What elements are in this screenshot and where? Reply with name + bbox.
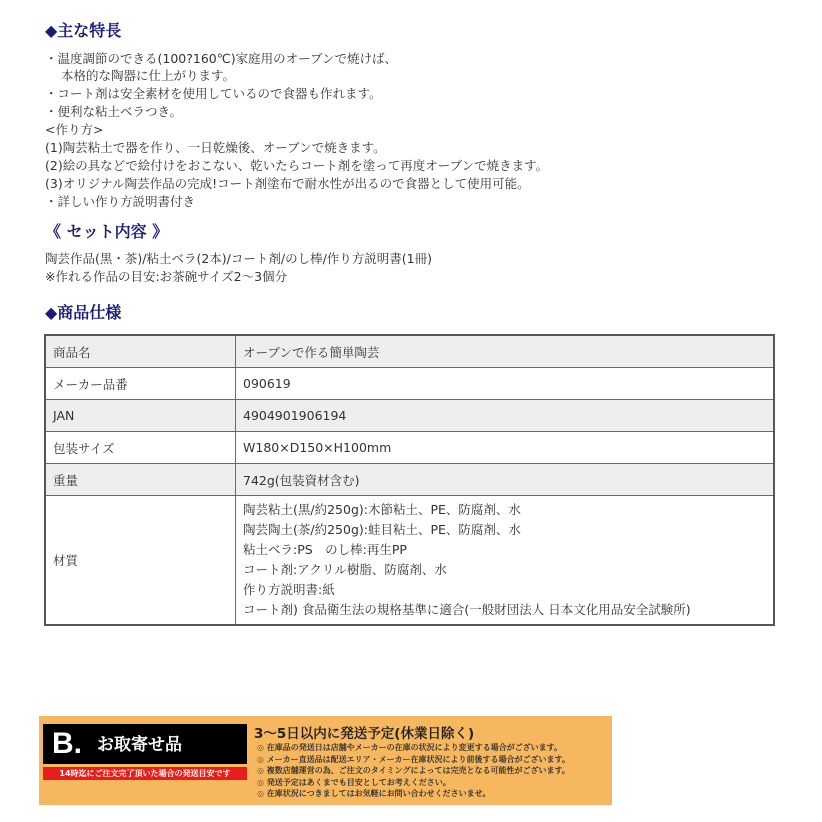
- shipping-note: [257, 765, 570, 777]
- spec-value: 4904901906194: [236, 400, 775, 432]
- spec-value: オーブンで作る簡単陶芸: [236, 335, 775, 368]
- spec-label: 包装サイズ: [45, 432, 236, 464]
- badge-text: お取寄せ品: [97, 735, 182, 755]
- howto-step: (2)絵の具などで絵付けをおこない、乾いたらコート剤を塗って再度オーブンで焼きます。: [45, 158, 549, 173]
- howto-step: (3)オリジナル陶芸作品の完成!コート剤塗布で耐水性が出るので食器として使用可能。: [45, 176, 530, 191]
- table-row: [45, 400, 774, 432]
- circle-bullet-icon: ◎: [257, 766, 264, 775]
- spec-label: 重量: [45, 464, 236, 496]
- spec-value: 090619: [236, 368, 775, 400]
- specs-heading: ◆商品仕様: [45, 303, 122, 322]
- note-text: 発送予定はあくまでも目安としてお考えください。: [266, 777, 451, 787]
- shipping-note: [257, 754, 570, 766]
- feature-bullet-cont: 本格的な陶器に仕上がります。: [61, 68, 236, 83]
- feature-bullet: ・便利な粘土ベラつき。: [45, 104, 183, 119]
- circle-bullet-icon: ◎: [257, 743, 264, 752]
- table-row: [45, 335, 774, 368]
- material-line: コート剤:アクリル樹脂、防腐剤、水: [243, 562, 447, 577]
- note-text: 複数店舗運営の為、ご注文のタイミングによっては完売となる可能性がございます。: [266, 766, 570, 775]
- spec-value: 742g(包装資材含む): [236, 464, 775, 496]
- features-heading: ◆主な特長: [45, 21, 122, 40]
- spec-label: 材質: [45, 496, 236, 626]
- shipping-estimate-title: 3～5日以内に発送予定(休業日除く): [254, 726, 475, 742]
- circle-bullet-icon: ◎: [257, 777, 264, 787]
- set-contents-note: ※作れる作品の目安:お茶碗サイズ2～3個分: [45, 269, 288, 284]
- spec-value-material: [236, 496, 775, 626]
- material-line: コート剤) 食品衛生法の規格基準に適合(一般財団法人 日本文化用品安全試験所): [243, 602, 691, 617]
- feature-bullet: ・温度調節のできる(100?160℃)家庭用のオーブンで焼けば、: [45, 51, 398, 66]
- material-line: 粘土ベラ:PS のし棒:再生PP: [243, 542, 407, 557]
- set-contents-items: 陶芸作品(黒・茶)/粘土ベラ(2本)/コート剤/のし棒/作り方説明書(1冊): [45, 251, 433, 266]
- table-row: [45, 368, 774, 400]
- material-line: 陶芸陶土(茶/約250g):蛙目粘土、PE、防腐剤、水: [243, 522, 521, 537]
- howto-step: (1)陶芸粘土で器を作り、一日乾燥後、オーブンで焼きます。: [45, 140, 386, 155]
- spec-label: JAN: [45, 400, 236, 432]
- howto-label: <作り方>: [45, 122, 104, 137]
- shipping-note: [257, 742, 570, 754]
- note-text: 在庫状況につきましてはお気軽にお問い合わせくださいませ。: [266, 789, 491, 798]
- shipping-notes: [257, 742, 570, 800]
- circle-bullet-icon: ◎: [257, 754, 264, 764]
- table-row-material: [45, 496, 774, 626]
- shipping-banner: [39, 716, 612, 805]
- material-line: 作り方説明書:紙: [243, 582, 335, 597]
- spec-label: 商品名: [45, 335, 236, 368]
- note-text: メーカー直送品は配送エリア・メーカー在庫状況により前後する場合がございます。: [266, 754, 570, 764]
- table-row: [45, 432, 774, 464]
- material-line: 陶芸粘土(黒/約250g):木節粘土、PE、防腐剤、水: [243, 502, 521, 517]
- circle-bullet-icon: ◎: [257, 789, 264, 798]
- badge-letter: B.: [52, 727, 82, 760]
- note-text: 在庫品の発送日は店舗やメーカーの在庫の状況により変更する場合がございます。: [266, 743, 562, 752]
- feature-extra: ・詳しい作り方説明書付き: [45, 194, 196, 209]
- spec-label: メーカー品番: [45, 368, 236, 400]
- spec-value: W180×D150×H100mm: [236, 432, 775, 464]
- shipping-note: [257, 777, 570, 789]
- spec-table: [44, 334, 775, 626]
- feature-bullet: ・コート剤は安全素材を使用しているので食器も作れます。: [45, 86, 382, 101]
- shipping-type-badge: [43, 724, 247, 764]
- shipping-note: [257, 788, 570, 800]
- set-contents-heading: 《 セット内容 》: [45, 222, 169, 241]
- order-cutoff-strip: 14時迄にご注文完了頂いた場合の発送目安です: [43, 767, 247, 780]
- table-row: [45, 464, 774, 496]
